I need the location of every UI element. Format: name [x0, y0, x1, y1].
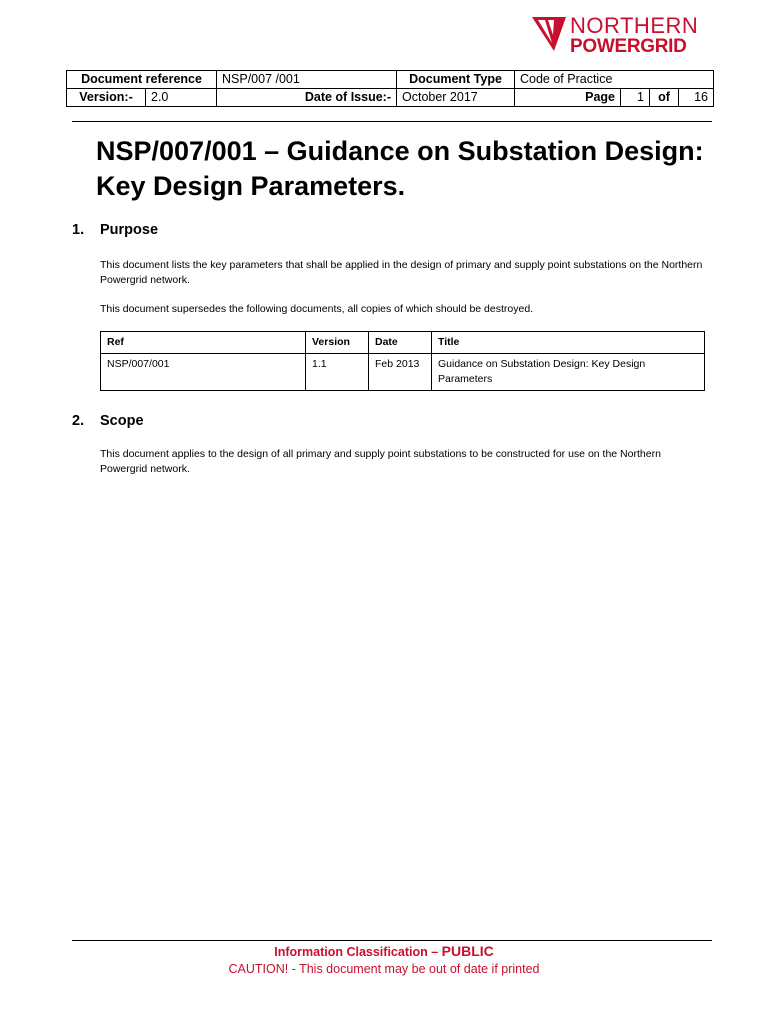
cell-title: Guidance on Substation Design: Key Design Parameters [432, 354, 705, 391]
logo-chevron-icon [532, 15, 568, 53]
logo-powergrid-text: POWERGRID [570, 36, 687, 57]
section-title: Purpose [100, 222, 159, 238]
caution-notice: CAUTION! - This document may be out of date if printed [228, 962, 540, 976]
column-header-title: Title [432, 332, 705, 354]
scope-paragraph: This document applies to the design of all primary and supply point substations to be constructed for use on the Northern Powergrid network. [100, 448, 661, 475]
total-pages: 16 [679, 89, 714, 107]
classification-value: PUBLIC [441, 943, 494, 959]
title-line-2: Key Design Parameters. [96, 171, 406, 201]
cell-date: Feb 2013 [369, 354, 432, 391]
title-line-1: NSP/007/001 – Guidance on Substation Design: [96, 136, 704, 166]
doc-ref-label: Document reference [67, 71, 217, 89]
version-value: 2.0 [146, 89, 217, 107]
cell-version: 1.1 [306, 354, 369, 391]
document-title [96, 134, 736, 204]
section-number: 2. [72, 413, 85, 429]
northern-powergrid-logo [532, 15, 714, 57]
logo-northern-text: NORTHERN [570, 13, 699, 38]
header-divider [72, 121, 712, 122]
purpose-paragraph-2: This document supersedes the following documents, all copies of which should be destroyed. [100, 303, 534, 315]
section-number: 1. [72, 222, 85, 238]
purpose-paragraph-1: This document lists the key parameters that shall be applied in the design of primary and supply point substations on the Northern Powergrid network. [100, 259, 703, 286]
version-label: Version:- [67, 89, 146, 107]
table-row [101, 354, 705, 391]
of-label: of [650, 89, 679, 107]
cell-ref: NSP/007/001 [101, 354, 306, 391]
section-heading-purpose [72, 222, 158, 238]
date-of-issue-label: Date of Issue:- [217, 89, 397, 107]
column-header-version: Version [306, 332, 369, 354]
section-title: Scope [100, 413, 144, 429]
section-heading-scope [72, 413, 144, 429]
page-number: 1 [621, 89, 650, 107]
doc-type-value: Code of Practice [515, 71, 714, 89]
classification-label: Information Classification – [274, 945, 439, 959]
table-header-row [101, 332, 705, 354]
column-header-date: Date [369, 332, 432, 354]
doc-type-label: Document Type [397, 71, 515, 89]
column-header-ref: Ref [101, 332, 306, 354]
footer-divider [72, 940, 712, 941]
document-header-table [66, 70, 714, 107]
page-label: Page [515, 89, 621, 107]
doc-ref-value: NSP/007 /001 [217, 71, 397, 89]
information-classification [0, 943, 768, 959]
superseded-documents-table [100, 331, 705, 391]
date-of-issue-value: October 2017 [397, 89, 515, 107]
